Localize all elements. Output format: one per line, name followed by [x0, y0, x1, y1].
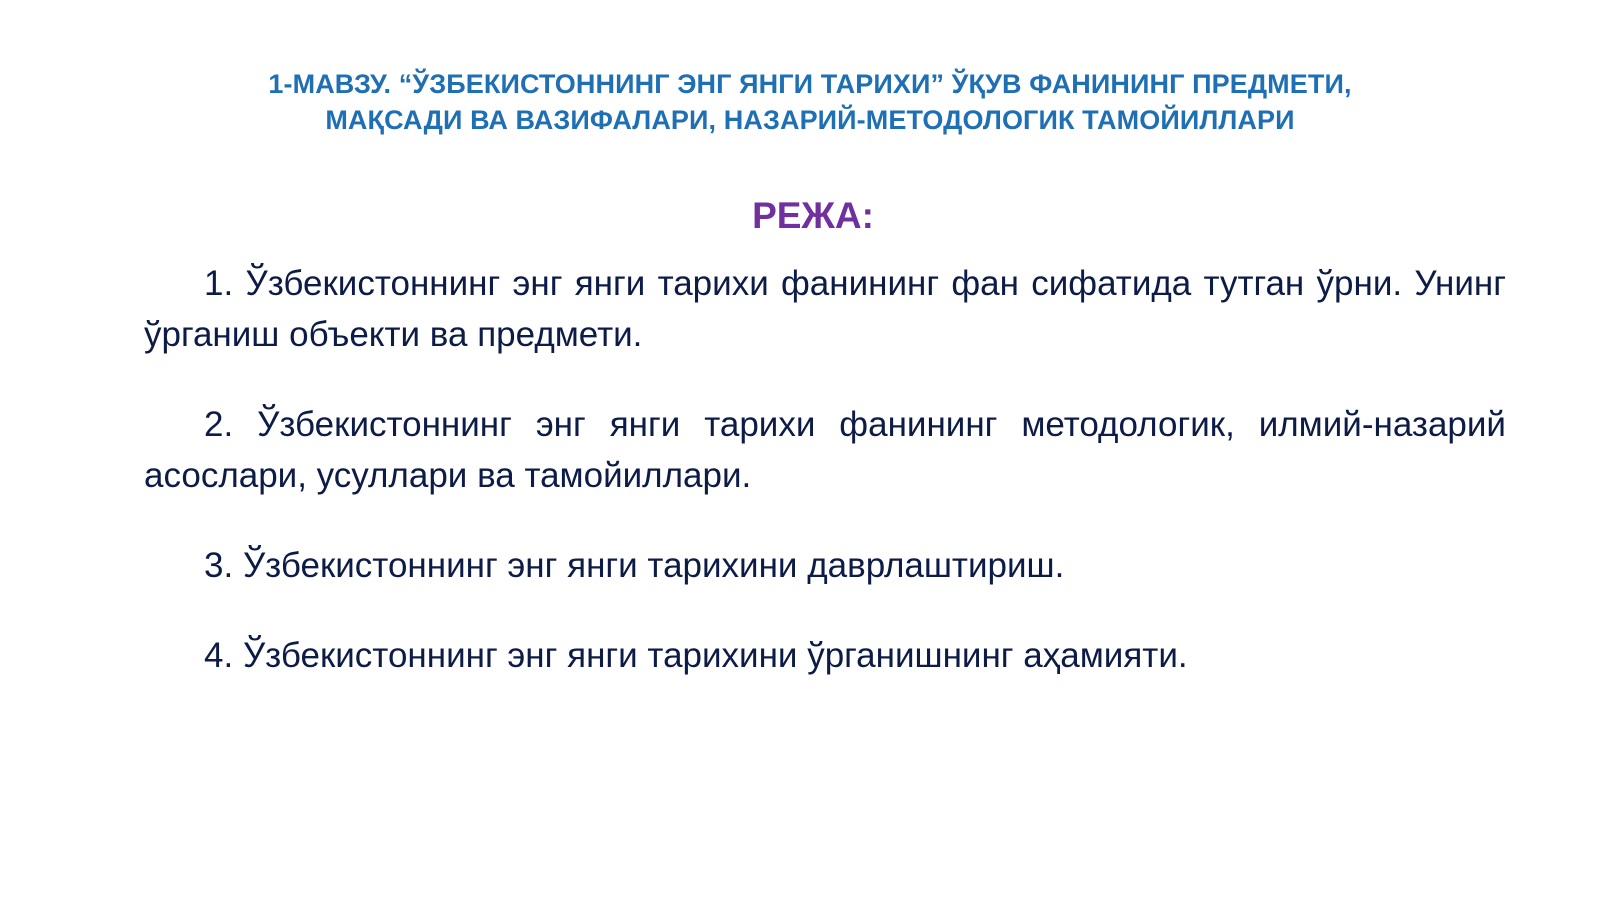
plan-item-2	[144, 399, 1506, 501]
plan-item-4	[144, 630, 1506, 681]
slide-title-line-1: 1-МАВЗУ. “ЎЗБЕКИСТОННИНГ ЭНГ ЯНГИ ТАРИХИ” ЎҚУВ ФАНИНИНГ ПРЕДМЕТИ,	[268, 69, 1352, 99]
plan-item-3	[144, 540, 1506, 591]
slide-title	[140, 66, 1480, 138]
plan-item-number: 4.	[204, 636, 234, 675]
plan-item-number: 3.	[204, 546, 234, 585]
plan-item-1	[144, 258, 1506, 360]
plan-list	[144, 258, 1506, 720]
plan-item-text: Ўзбекистоннинг энг янги тарихи фанининг методологик, илмий-назарий асослари, усуллари ва тамойиллари.	[144, 405, 1506, 495]
plan-item-text: Ўзбекистоннинг энг янги тарихи фанининг фан сифатида тутган ўрни. Унинг ўрганиш объекти ва предмети.	[144, 264, 1506, 354]
plan-item-number: 1.	[204, 264, 234, 303]
plan-item-text: Ўзбекистоннинг энг янги тарихини ўрганишнинг аҳамияти.	[242, 636, 1188, 675]
plan-item-text: Ўзбекистоннинг энг янги тарихини даврлаштириш.	[242, 546, 1065, 585]
plan-heading: РЕЖА:	[752, 195, 874, 236]
plan-item-number: 2.	[204, 405, 234, 444]
slide-title-line-2: МАҚСАДИ ВА ВАЗИФАЛАРИ, НАЗАРИЙ-МЕТОДОЛОГИК ТАМОЙИЛЛАРИ	[325, 105, 1295, 135]
